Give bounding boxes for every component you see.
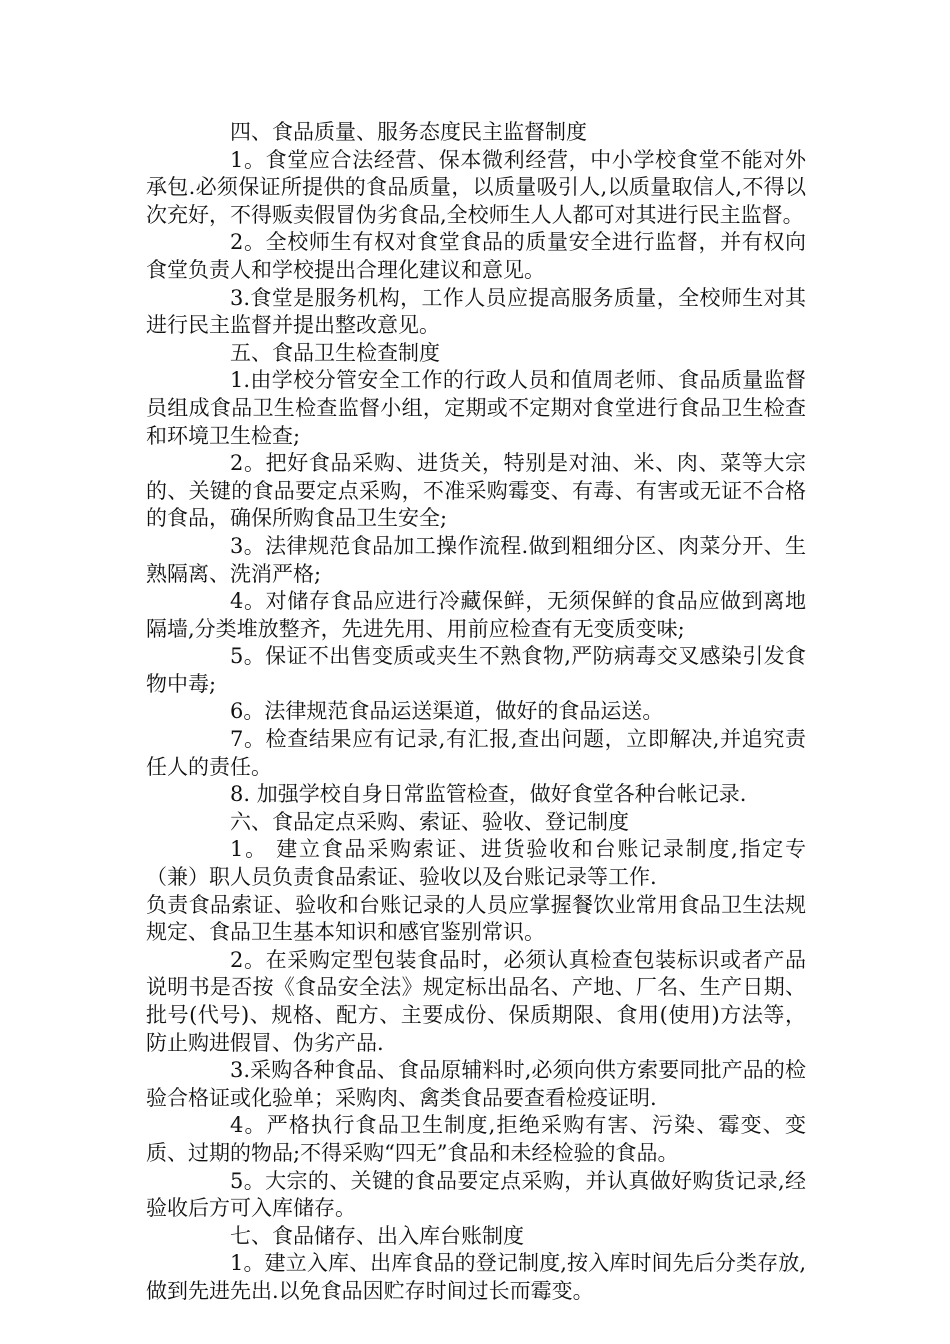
paragraph: 4。对储存食品应进行冷藏保鲜，无须保鲜的食品应做到离地隔墙,分类堆放整齐，先进先用、用前应检查有无变质变味; [146, 589, 806, 641]
paragraph: 5。保证不出售变质或夹生不熟食物,严防病毒交叉感染引发食物中毒; [146, 644, 806, 696]
paragraph-unindented: 负责食品索证、验收和台账记录的人员应掌握餐饮业常用食品卫生法规规定、食品卫生基本知识和感官鉴别常识。 [146, 892, 806, 945]
paragraph: 5。大宗的、关键的食品要定点采购，并认真做好购货记录,经验收后方可入库储存。 [146, 1168, 806, 1221]
paragraph: 1。建立入库、出库食品的登记制度,按入库时间先后分类存放,做到先进先出.以免食品因贮存时间过长而霉变。 [146, 1251, 806, 1303]
paragraph: 2。全校师生有权对食堂食品的质量安全进行监督，并有权向食堂负责人和学校提出合理化建议和意见。 [146, 230, 806, 282]
document-body [146, 119, 806, 1306]
paragraph: 1。食堂应合法经营、保本微利经营，中小学校食堂不能对外承包.必须保证所提供的食品质量，以质量吸引人,以质量取信人,不得以次充好，不得贩卖假冒伪劣食品,全校师生人人都可对其进行民主监督。 [146, 147, 806, 227]
paragraph: 3。法律规范食品加工操作流程.做到粗细分区、肉菜分开、生熟隔离、洗消严格; [146, 533, 806, 586]
section-heading-6: 六、食品定点采购、索证、验收、登记制度 [230, 809, 629, 834]
paragraph: 1。 建立食品采购索证、进货验收和台账记录制度,指定专（兼）职人员负责食品索证、验收以及台账记录等工作. [146, 837, 806, 890]
paragraph: 6。法律规范食品运送渠道，做好的食品运送。 [230, 699, 664, 724]
paragraph: 1.由学校分管安全工作的行政人员和值周老师、食品质量监督员组成食品卫生检查监督小组，定期或不定期对食堂进行食品卫生检查和环境卫生检查; [146, 368, 806, 448]
paragraph: 8. 加强学校自身日常监管检查，做好食堂各种台帐记录. [230, 782, 747, 807]
paragraph: 4。严格执行食品卫生制度,拒绝采购有害、污染、霉变、变质、过期的物品;不得采购“四无”食品和未经检验的食品。 [146, 1113, 806, 1165]
paragraph: 2。在采购定型包装食品时，必须认真检查包装标识或者产品说明书是否按《食品安全法》规定标出品名、产地、厂名、生产日期、批号(代号)、规格、配方、主要成份、保质期限、食用(使用)方法等，防止购进假冒、伪劣产品. [146, 947, 806, 1055]
paragraph: 7。检查结果应有记录,有汇报,查出问题，立即解决,并追究责任人的责任。 [146, 727, 806, 779]
section-heading-7: 七、食品储存、出入库台账制度 [230, 1223, 524, 1248]
paragraph: 3.采购各种食品、食品原辅料时,必须向供方索要同批产品的检验合格证或化验单；采购肉、禽类食品要查看检疫证明. [146, 1058, 806, 1110]
section-heading-4: 四、食品质量、服务态度民主监督制度 [230, 120, 587, 144]
paragraph: 2。把好食品采购、进货关，特别是对油、米、肉、菜等大宗的、关键的食品要定点采购，不准采购霉变、有毒、有害或无证不合格的食品，确保所购食品卫生安全; [146, 451, 806, 531]
section-heading-5: 五、食品卫生检查制度 [230, 340, 440, 365]
paragraph: 3.食堂是服务机构，工作人员应提高服务质量，全校师生对其进行民主监督并提出整改意见。 [146, 285, 806, 338]
